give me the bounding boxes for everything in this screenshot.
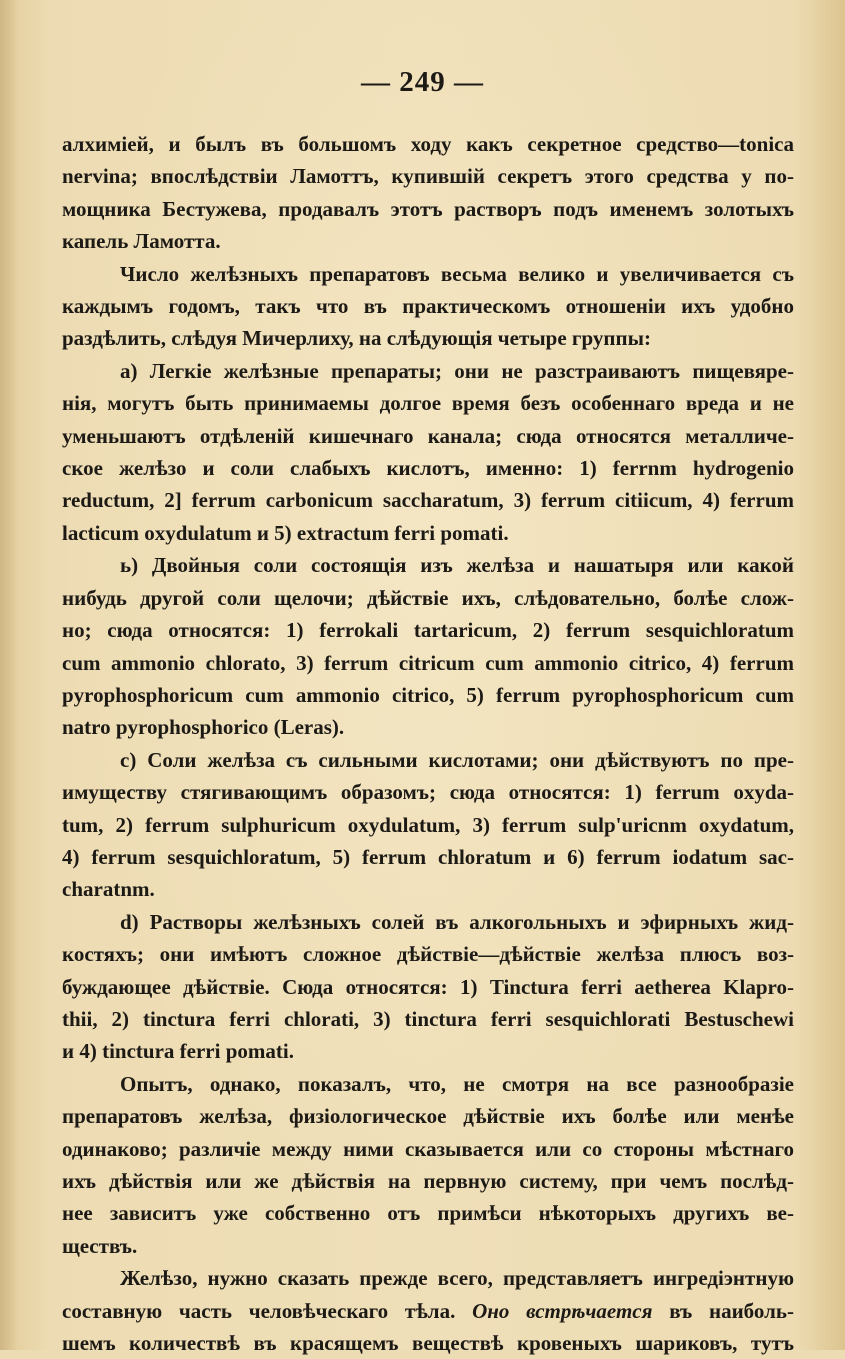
text-line: d) Растворы желѣзныхъ солей въ алкогольныхъ и эфирныхъ жид- (120, 909, 794, 934)
italic-text-segment: Оно встрѣчается (472, 1298, 653, 1323)
text-line: мощника Бестужева, продавалъ этотъ растворъ подъ именемъ золотыхъ (62, 196, 794, 221)
text-line: Желѣзо, нужно сказать прежде всего, представляетъ ингредiэнтную (120, 1266, 794, 1291)
text-line: каждымъ годомъ, такъ что въ практическомъ отношенiи ихъ удобно (62, 294, 794, 319)
text-line: и 4) tinctura ferri pomati. (62, 1039, 294, 1064)
paragraph-iron-preparations (62, 258, 794, 355)
text-segment: составную часть человѣческаго тѣла. (62, 1298, 456, 1323)
text-line: буждающее дѣйствiе. Сюда относятся: 1) Tinctura ferri aetherea Klapro- (62, 974, 794, 999)
text-line: алхимiей, и былъ въ большомъ ходу какъ секретное средство—tonica (62, 132, 794, 156)
text-line: нiя, могутъ быть принимаемы долгое время безъ особеннаго вреда и не (62, 391, 794, 416)
text-line: ское желѣзо и соли слабыхъ кислотъ, именно: 1) ferrnm hydrogenio (62, 456, 794, 481)
text-line: ществъ. (62, 1233, 138, 1258)
text-line: с) Соли желѣза съ сильными кислотами; они дѣйствуютъ по пре- (120, 747, 794, 772)
page-edge-shading (0, 0, 18, 1350)
paragraph-experience (62, 1068, 794, 1262)
paragraph-group-c (62, 744, 794, 906)
paragraph-group-d (62, 906, 794, 1068)
text-line: Число желѣзныхъ препаратовъ весьма велико и увеличивается съ (120, 261, 794, 286)
text-line: капель Ламотта. (62, 229, 221, 254)
text-line: нибудь другой соли щелочи; дѣйствiе ихъ, слѣдовательно, болѣе слож- (62, 585, 794, 610)
paragraph-group-a (62, 355, 794, 549)
text-line: нее зависитъ уже собственно отъ примѣси нѣкоторыхъ другихъ ве- (62, 1201, 794, 1226)
text-line: но; сюда относятся: 1) ferrokali tartaricum, 2) ferrum sesquichloratum (62, 618, 794, 643)
text-line: одинаково; различiе между ними сказывается или со стороны мѣстнаго (62, 1136, 794, 1161)
text-line: уменьшаютъ отдѣленiй кишечнаго канала; сюда относятся металличе- (62, 423, 794, 448)
text-line: Опытъ, однако, показалъ, что, не смотря на все разнообразiе (120, 1071, 794, 1096)
text-line-with-italic (62, 1295, 794, 1327)
text-line: а) Легкiе желѣзные препараты; они не разстраиваютъ пищевяре- (120, 358, 794, 383)
text-line: имуществу стягивающимъ образомъ; сюда относятся: 1) ferrum oxyda- (62, 780, 794, 805)
text-line: ихъ дѣйствiя или же дѣйствiя на первную систему, при чемъ послѣд- (62, 1169, 794, 1193)
text-line: lacticum oxydulatum и 5) extractum ferri pomati. (62, 520, 509, 545)
text-line: pyrophosphoricum cum ammonio citrico, 5) ferrum pyrophosphoricum cum (62, 682, 794, 707)
text-line: шемъ количествѣ въ красящемъ веществѣ кровеныхъ шариковъ, тутъ (62, 1331, 794, 1356)
text-line: nervina; впослѣдствiи Ламоттъ, купившiй секретъ этого средства у по- (62, 164, 794, 189)
text-line: thii, 2) tinctura ferri chlorati, 3) tinctura ferri sesquichlorati Bestuschewi (62, 1006, 794, 1031)
paragraph-continuation (62, 128, 794, 258)
text-line: костяхъ; они имѣютъ сложное дѣйствiе—дѣйствiе желѣза плюсъ воз- (62, 942, 794, 967)
text-line: tum, 2) ferrum sulphuricum oxydulatum, 3) ferrum sulp'uricnm oxydatum, (62, 812, 794, 837)
text-line: reductum, 2] ferrum carbonicum saccharatum, 3) ferrum citiicum, 4) ferrum (62, 488, 794, 513)
paragraph-iron-in-body (62, 1262, 794, 1359)
text-line: раздѣлить, слѣдуя Мичерлиху, на слѣдующiя четыре группы: (62, 326, 651, 351)
text-line: charatnm. (62, 877, 155, 902)
text-line: natro pyrophosphorico (Leras). (62, 715, 345, 740)
text-line: препаратовъ желѣза, физiологическое дѣйствiе ихъ болѣе или менѣе (62, 1104, 794, 1129)
text-line: cum ammonio chlorato, 3) ferrum citricum cum ammonio citrico, 4) ferrum (62, 650, 794, 675)
text-line: ь) Двойныя соли состоящiя изъ желѣза и нашатыря или какой (120, 553, 794, 578)
text-segment: въ наиболь- (669, 1298, 795, 1323)
page-number: — 249 — (361, 66, 484, 98)
text-line: 4) ferrum sesquichloratum, 5) ferrum chloratum и 6) ferrum iodatum sac- (62, 844, 794, 869)
page-body-text (62, 128, 794, 1359)
paragraph-group-b (62, 549, 794, 743)
